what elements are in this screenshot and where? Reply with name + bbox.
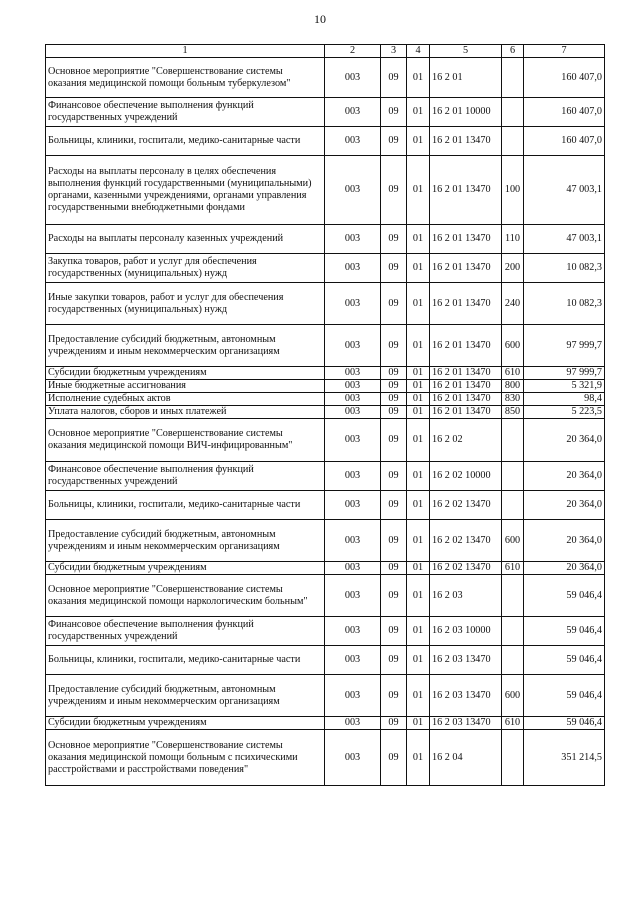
row-code-6 — [502, 462, 524, 491]
row-code-4: 01 — [407, 367, 430, 380]
row-code-2: 003 — [325, 617, 381, 646]
row-code-5: 16 2 02 — [430, 419, 502, 462]
row-code-4: 01 — [407, 325, 430, 367]
header-col-6: 6 — [502, 45, 524, 58]
row-code-6 — [502, 419, 524, 462]
row-name: Уплата налогов, сборов и иных платежей — [46, 406, 325, 419]
row-code-5: 16 2 01 13470 — [430, 393, 502, 406]
row-code-3: 09 — [381, 367, 407, 380]
row-code-5: 16 2 03 — [430, 575, 502, 617]
row-name: Исполнение судебных актов — [46, 393, 325, 406]
table-row — [46, 98, 605, 127]
row-code-4: 01 — [407, 380, 430, 393]
row-code-6: 240 — [502, 283, 524, 325]
row-name: Предоставление субсидий бюджетным, автономным учреждениям и иным некоммерческим организациям — [46, 325, 325, 367]
row-code-3: 09 — [381, 646, 407, 675]
row-code-4: 01 — [407, 675, 430, 717]
row-code-5: 16 2 01 13470 — [430, 127, 502, 156]
header-col-4: 4 — [407, 45, 430, 58]
table-row — [46, 675, 605, 717]
row-code-4: 01 — [407, 520, 430, 562]
row-code-4: 01 — [407, 98, 430, 127]
row-amount: 10 082,3 — [524, 283, 605, 325]
row-name: Иные бюджетные ассигнования — [46, 380, 325, 393]
row-code-6: 610 — [502, 367, 524, 380]
row-code-4: 01 — [407, 730, 430, 786]
row-code-3: 09 — [381, 617, 407, 646]
header-col-3: 3 — [381, 45, 407, 58]
table-row — [46, 520, 605, 562]
row-code-2: 003 — [325, 491, 381, 520]
header-col-5: 5 — [430, 45, 502, 58]
row-amount: 47 003,1 — [524, 156, 605, 225]
row-code-3: 09 — [381, 254, 407, 283]
row-name: Основное мероприятие "Совершенствование системы оказания медицинской помощи больным туберкулезом" — [46, 58, 325, 98]
table-row — [46, 646, 605, 675]
row-code-5: 16 2 01 13470 — [430, 367, 502, 380]
row-code-5: 16 2 02 13470 — [430, 562, 502, 575]
row-code-4: 01 — [407, 575, 430, 617]
row-code-3: 09 — [381, 283, 407, 325]
row-code-3: 09 — [381, 462, 407, 491]
row-code-3: 09 — [381, 520, 407, 562]
row-code-4: 01 — [407, 617, 430, 646]
row-name: Иные закупки товаров, работ и услуг для обеспечения государственных (муниципальных) нужд — [46, 283, 325, 325]
row-code-5: 16 2 01 13470 — [430, 254, 502, 283]
row-code-3: 09 — [381, 491, 407, 520]
row-code-4: 01 — [407, 646, 430, 675]
row-code-3: 09 — [381, 98, 407, 127]
header-row — [46, 45, 605, 58]
row-code-4: 01 — [407, 283, 430, 325]
row-code-2: 003 — [325, 520, 381, 562]
row-code-6: 610 — [502, 562, 524, 575]
row-amount: 5 321,9 — [524, 380, 605, 393]
row-code-5: 16 2 02 10000 — [430, 462, 502, 491]
row-code-2: 003 — [325, 462, 381, 491]
row-code-2: 003 — [325, 367, 381, 380]
row-code-3: 09 — [381, 717, 407, 730]
table-row — [46, 562, 605, 575]
row-code-2: 003 — [325, 419, 381, 462]
page-number: 10 — [314, 12, 326, 26]
row-code-4: 01 — [407, 491, 430, 520]
row-amount: 20 364,0 — [524, 462, 605, 491]
row-code-5: 16 2 01 13470 — [430, 283, 502, 325]
table-row — [46, 406, 605, 419]
row-code-5: 16 2 01 13470 — [430, 325, 502, 367]
header-col-1: 1 — [46, 45, 325, 58]
row-code-2: 003 — [325, 254, 381, 283]
row-code-4: 01 — [407, 127, 430, 156]
row-code-4: 01 — [407, 156, 430, 225]
row-code-5: 16 2 03 13470 — [430, 675, 502, 717]
row-code-5: 16 2 01 13470 — [430, 380, 502, 393]
row-amount: 47 003,1 — [524, 225, 605, 254]
row-name: Субсидии бюджетным учреждениям — [46, 367, 325, 380]
row-code-4: 01 — [407, 462, 430, 491]
row-code-4: 01 — [407, 419, 430, 462]
table-row — [46, 58, 605, 98]
row-name: Основное мероприятие "Совершенствование системы оказания медицинской помощи наркологическим больным" — [46, 575, 325, 617]
row-code-6: 600 — [502, 675, 524, 717]
row-code-2: 003 — [325, 393, 381, 406]
row-code-6 — [502, 58, 524, 98]
row-code-2: 003 — [325, 225, 381, 254]
table-row — [46, 367, 605, 380]
row-code-6: 200 — [502, 254, 524, 283]
budget-table — [45, 44, 605, 786]
row-amount: 5 223,5 — [524, 406, 605, 419]
header-col-7: 7 — [524, 45, 605, 58]
row-code-2: 003 — [325, 380, 381, 393]
table-row — [46, 380, 605, 393]
row-code-6: 600 — [502, 520, 524, 562]
row-code-3: 09 — [381, 225, 407, 254]
row-amount: 20 364,0 — [524, 419, 605, 462]
table-row — [46, 283, 605, 325]
row-code-5: 16 2 03 10000 — [430, 617, 502, 646]
row-name: Субсидии бюджетным учреждениям — [46, 717, 325, 730]
row-name: Финансовое обеспечение выполнения функций государственных учреждений — [46, 98, 325, 127]
row-code-2: 003 — [325, 283, 381, 325]
table-row — [46, 127, 605, 156]
row-code-5: 16 2 03 13470 — [430, 717, 502, 730]
row-name: Расходы на выплаты персоналу в целях обеспечения выполнения функций государственными (муниципальными) органами, казенными учреждениями, органами управления государственными внебюджетными фондами — [46, 156, 325, 225]
row-amount: 351 214,5 — [524, 730, 605, 786]
row-code-4: 01 — [407, 406, 430, 419]
row-code-5: 16 2 01 13470 — [430, 156, 502, 225]
row-code-6: 850 — [502, 406, 524, 419]
row-code-4: 01 — [407, 717, 430, 730]
row-code-6 — [502, 617, 524, 646]
row-amount: 20 364,0 — [524, 562, 605, 575]
row-code-4: 01 — [407, 225, 430, 254]
row-code-6 — [502, 98, 524, 127]
row-name: Основное мероприятие "Совершенствование системы оказания медицинской помощи больным с психическими расстройствами и расстройствами поведения" — [46, 730, 325, 786]
table-row — [46, 225, 605, 254]
row-name: Больницы, клиники, госпитали, медико-санитарные части — [46, 646, 325, 675]
table-row — [46, 462, 605, 491]
row-code-6 — [502, 127, 524, 156]
row-code-5: 16 2 01 — [430, 58, 502, 98]
row-code-3: 09 — [381, 575, 407, 617]
row-amount: 59 046,4 — [524, 717, 605, 730]
row-amount: 59 046,4 — [524, 617, 605, 646]
row-name: Больницы, клиники, госпитали, медико-санитарные части — [46, 491, 325, 520]
row-code-2: 003 — [325, 325, 381, 367]
row-name: Финансовое обеспечение выполнения функций государственных учреждений — [46, 617, 325, 646]
row-code-3: 09 — [381, 156, 407, 225]
row-code-2: 003 — [325, 98, 381, 127]
table-row — [46, 393, 605, 406]
row-name: Закупка товаров, работ и услуг для обеспечения государственных (муниципальных) нужд — [46, 254, 325, 283]
row-code-4: 01 — [407, 393, 430, 406]
row-code-6: 110 — [502, 225, 524, 254]
row-code-3: 09 — [381, 393, 407, 406]
row-name: Предоставление субсидий бюджетным, автономным учреждениям и иным некоммерческим организациям — [46, 675, 325, 717]
row-name: Субсидии бюджетным учреждениям — [46, 562, 325, 575]
row-amount: 59 046,4 — [524, 646, 605, 675]
row-amount: 97 999,7 — [524, 325, 605, 367]
row-name: Больницы, клиники, госпитали, медико-санитарные части — [46, 127, 325, 156]
row-code-2: 003 — [325, 562, 381, 575]
row-code-3: 09 — [381, 58, 407, 98]
table-row — [46, 254, 605, 283]
row-amount: 97 999,7 — [524, 367, 605, 380]
table-row — [46, 717, 605, 730]
row-name: Финансовое обеспечение выполнения функций государственных учреждений — [46, 462, 325, 491]
row-amount: 10 082,3 — [524, 254, 605, 283]
table-row — [46, 491, 605, 520]
table-row — [46, 730, 605, 786]
row-code-5: 16 2 01 13470 — [430, 406, 502, 419]
row-code-5: 16 2 02 13470 — [430, 520, 502, 562]
row-code-5: 16 2 01 10000 — [430, 98, 502, 127]
table-row — [46, 575, 605, 617]
row-amount: 59 046,4 — [524, 575, 605, 617]
row-code-3: 09 — [381, 325, 407, 367]
row-code-4: 01 — [407, 562, 430, 575]
row-code-3: 09 — [381, 675, 407, 717]
row-amount: 98,4 — [524, 393, 605, 406]
row-code-6 — [502, 575, 524, 617]
row-code-6: 600 — [502, 325, 524, 367]
row-code-3: 09 — [381, 127, 407, 156]
row-amount: 160 407,0 — [524, 58, 605, 98]
header-col-2: 2 — [325, 45, 381, 58]
row-code-6: 800 — [502, 380, 524, 393]
table-row — [46, 156, 605, 225]
row-amount: 59 046,4 — [524, 675, 605, 717]
row-name: Предоставление субсидий бюджетным, автономным учреждениям и иным некоммерческим организациям — [46, 520, 325, 562]
row-amount: 20 364,0 — [524, 491, 605, 520]
row-code-3: 09 — [381, 380, 407, 393]
row-code-3: 09 — [381, 562, 407, 575]
row-code-3: 09 — [381, 419, 407, 462]
row-code-2: 003 — [325, 646, 381, 675]
row-code-6 — [502, 491, 524, 520]
table-row — [46, 419, 605, 462]
row-code-6 — [502, 730, 524, 786]
row-code-6 — [502, 646, 524, 675]
row-code-2: 003 — [325, 717, 381, 730]
row-code-2: 003 — [325, 730, 381, 786]
row-code-6: 610 — [502, 717, 524, 730]
row-code-4: 01 — [407, 254, 430, 283]
row-code-6: 830 — [502, 393, 524, 406]
row-code-4: 01 — [407, 58, 430, 98]
row-code-5: 16 2 03 13470 — [430, 646, 502, 675]
row-code-3: 09 — [381, 406, 407, 419]
row-code-5: 16 2 01 13470 — [430, 225, 502, 254]
row-code-5: 16 2 02 13470 — [430, 491, 502, 520]
table-row — [46, 617, 605, 646]
table-row — [46, 325, 605, 367]
row-code-6: 100 — [502, 156, 524, 225]
row-code-2: 003 — [325, 675, 381, 717]
row-amount: 160 407,0 — [524, 98, 605, 127]
row-code-2: 003 — [325, 127, 381, 156]
row-amount: 160 407,0 — [524, 127, 605, 156]
row-code-3: 09 — [381, 730, 407, 786]
row-code-2: 003 — [325, 575, 381, 617]
row-name: Основное мероприятие "Совершенствование системы оказания медицинской помощи ВИЧ-инфицированным" — [46, 419, 325, 462]
row-code-2: 003 — [325, 156, 381, 225]
row-code-2: 003 — [325, 58, 381, 98]
row-name: Расходы на выплаты персоналу казенных учреждений — [46, 225, 325, 254]
row-code-5: 16 2 04 — [430, 730, 502, 786]
row-code-2: 003 — [325, 406, 381, 419]
row-amount: 20 364,0 — [524, 520, 605, 562]
